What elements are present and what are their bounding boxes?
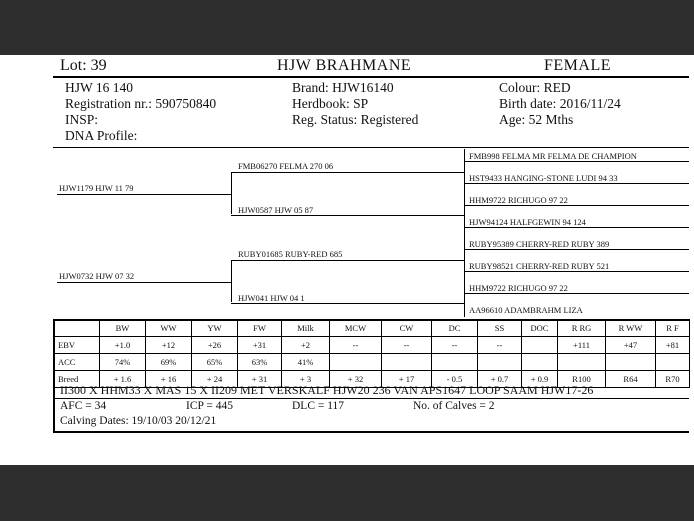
- table-cell: 65%: [192, 354, 238, 371]
- row-label: EBV: [54, 337, 100, 354]
- header-cell: [54, 320, 100, 337]
- table-cell: + 31: [238, 371, 282, 388]
- header-cell: WW: [146, 320, 192, 337]
- dam: HJW0732 HJW 07 32: [59, 271, 135, 281]
- table-cell: 69%: [146, 354, 192, 371]
- lineage: II300 X HHM33 X MAS 15 X II209 MET VERSKALF HJW20 236 VAN APS1647 LOOP SAAM HJW17-26: [60, 383, 594, 397]
- g3-ancestor-1: FMB998 FELMA MR FELMA DE CHAMPION: [469, 151, 637, 161]
- dam-sire-line: [231, 260, 464, 261]
- table-cell: [558, 354, 606, 371]
- table-cell: +111: [558, 337, 606, 354]
- herdbook: Herdbook: SP: [292, 96, 369, 111]
- table-cell: --: [432, 337, 478, 354]
- animal-name: HJW BRAHMANE: [277, 57, 412, 74]
- info-divider: [53, 147, 689, 148]
- table-cell: R100: [558, 371, 606, 388]
- header-cell: DC: [432, 320, 478, 337]
- g3-ancestor-6: RUBY98521 CHERRY-RED RUBY 521: [469, 261, 610, 271]
- animal-sex: FEMALE: [544, 57, 611, 74]
- age: Age: 52 Mths: [499, 112, 574, 127]
- table-cell: +31: [238, 337, 282, 354]
- lineage-divider: [53, 398, 689, 399]
- table-top-border: [53, 319, 689, 321]
- lot-label: Lot:: [60, 57, 87, 74]
- ebv-row: [54, 337, 690, 354]
- g3-connector: [464, 149, 465, 317]
- g3-ancestor-2: HST9433 HANGING-STONE LUDI 94 33: [469, 173, 618, 183]
- table-cell: +47: [606, 337, 656, 354]
- g3-line-4: [464, 227, 689, 228]
- lot-sheet: [0, 55, 694, 465]
- header-cell: BW: [100, 320, 146, 337]
- table-cell: --: [382, 337, 432, 354]
- header-cell: CW: [382, 320, 432, 337]
- left-border: [53, 319, 55, 433]
- table-cell: [478, 354, 522, 371]
- sire: HJW1179 HJW 11 79: [59, 183, 134, 193]
- dna-profile: DNA Profile:: [65, 128, 138, 143]
- table-cell: [432, 354, 478, 371]
- table-cell: 74%: [100, 354, 146, 371]
- table-cell: +26: [192, 337, 238, 354]
- sire-sire-line: [231, 172, 464, 173]
- icp: ICP = 445: [186, 400, 233, 412]
- header-divider: [53, 76, 689, 78]
- sire-dam: HJW0587 HJW 05 87: [238, 205, 314, 215]
- table-cell: +81: [656, 337, 690, 354]
- birth-date: Birth date: 2016/11/24: [499, 96, 621, 111]
- sire-dam-line: [231, 215, 464, 216]
- animal-id: HJW 16 140: [65, 80, 134, 95]
- brand: Brand: HJW16140: [292, 80, 394, 95]
- table-cell: [522, 337, 558, 354]
- g3-line-7: [464, 293, 689, 294]
- g3-line-2: [464, 183, 689, 184]
- performance-table: [53, 319, 690, 388]
- lot-number: 39: [90, 57, 107, 74]
- table-cell: - 0.5: [432, 371, 478, 388]
- afc: AFC = 34: [60, 400, 107, 412]
- insp: INSP:: [65, 112, 99, 127]
- header-cell: SS: [478, 320, 522, 337]
- dam-dam: HJW041 HJW 04 1: [238, 293, 305, 303]
- acc-row: [54, 354, 690, 371]
- colour: Colour: RED: [499, 80, 571, 95]
- table-cell: + 32: [330, 371, 382, 388]
- row-label: Breed: [54, 371, 100, 388]
- calving-dates: Calving Dates: 19/10/03 20/12/21: [60, 415, 217, 427]
- header-cell: FW: [238, 320, 282, 337]
- g3-ancestor-8: AA96610 ADAMBRAHM LIZA: [469, 305, 583, 315]
- table-cell: R70: [656, 371, 690, 388]
- table-cell: [330, 354, 382, 371]
- sire-connector: [231, 172, 232, 214]
- header-cell: DOC: [522, 320, 558, 337]
- g3-line-5: [464, 249, 689, 250]
- registration-number: Registration nr.: 590750840: [65, 96, 217, 111]
- header-cell: R WW: [606, 320, 656, 337]
- sire-line: [57, 194, 231, 195]
- performance-header-row: [54, 320, 690, 337]
- table-cell: 63%: [238, 354, 282, 371]
- dlc: DLC = 117: [292, 400, 345, 412]
- lot-label-group: [60, 57, 107, 75]
- table-cell: +1.0: [100, 337, 146, 354]
- table-cell: --: [478, 337, 522, 354]
- table-cell: R64: [606, 371, 656, 388]
- table-cell: 41%: [282, 354, 330, 371]
- table-cell: [382, 354, 432, 371]
- table-cell: + 16: [146, 371, 192, 388]
- g3-line-3: [464, 205, 689, 206]
- g3-line-1: [464, 161, 689, 162]
- g3-ancestor-5: RUBY95389 CHERRY-RED RUBY 389: [469, 239, 610, 249]
- header-cell: YW: [192, 320, 238, 337]
- no-of-calves: No. of Calves = 2: [413, 400, 495, 412]
- dam-dam-line: [231, 303, 464, 304]
- dam-sire: RUBY01685 RUBY-RED 685: [238, 249, 343, 259]
- table-cell: + 0.9: [522, 371, 558, 388]
- dam-connector: [231, 260, 232, 302]
- table-cell: + 24: [192, 371, 238, 388]
- row-label: ACC: [54, 354, 100, 371]
- sire-sire: FMB06270 FELMA 270 06: [238, 161, 334, 171]
- g3-ancestor-3: HHM9722 RICHUGO 97 22: [469, 195, 568, 205]
- table-cell: + 0.7: [478, 371, 522, 388]
- footer-bottom-border: [53, 431, 689, 433]
- header-cell: Milk: [282, 320, 330, 337]
- table-cell: [606, 354, 656, 371]
- g3-ancestor-4: HJW94124 HALFGEWIN 94 124: [469, 217, 586, 227]
- table-cell: [522, 354, 558, 371]
- header-cell: R F: [656, 320, 690, 337]
- table-cell: [656, 354, 690, 371]
- g3-ancestor-7: HHM9722 RICHUGO 97 22: [469, 283, 568, 293]
- reg-status: Reg. Status: Registered: [292, 112, 419, 127]
- g3-line-6: [464, 271, 689, 272]
- header-cell: MCW: [330, 320, 382, 337]
- dam-line: [57, 282, 231, 283]
- table-cell: +12: [146, 337, 192, 354]
- table-cell: + 3: [282, 371, 330, 388]
- table-cell: + 17: [382, 371, 432, 388]
- header-cell: R RG: [558, 320, 606, 337]
- table-cell: + 1.6: [100, 371, 146, 388]
- table-cell: +2: [282, 337, 330, 354]
- table-cell: --: [330, 337, 382, 354]
